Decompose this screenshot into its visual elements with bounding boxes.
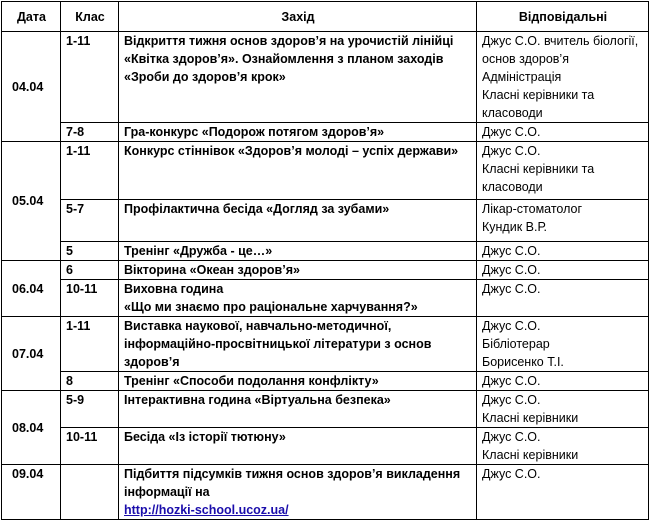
responsible-cell bbox=[477, 317, 649, 372]
table-row bbox=[2, 261, 649, 280]
table-row bbox=[2, 32, 649, 123]
table-row bbox=[2, 465, 649, 520]
header-row bbox=[2, 2, 649, 32]
header-event: Захід bbox=[119, 2, 477, 32]
responsible-line: Бібліотерар bbox=[482, 337, 550, 351]
event-cell: Інтерактивна година «Віртуальна безпека» bbox=[119, 391, 477, 428]
responsible-line: Джус С.О. bbox=[482, 144, 541, 158]
class-cell: 1-11 bbox=[61, 317, 119, 372]
responsible-line: Джус С.О. bbox=[482, 393, 541, 407]
responsible-line: Кундик В.Р. bbox=[482, 220, 547, 234]
responsible-cell: Джус С.О. bbox=[477, 465, 649, 520]
event-line: Виховна година bbox=[124, 282, 224, 296]
responsible-line: Адміністрація bbox=[482, 70, 562, 84]
responsible-line: Джус С.О. bbox=[482, 319, 541, 333]
responsible-line: Джус С.О. вчитель біології, основ здоров’я bbox=[482, 34, 639, 66]
responsible-line: Джус С.О. bbox=[482, 430, 541, 444]
table-row bbox=[2, 317, 649, 372]
table-row bbox=[2, 200, 649, 242]
class-cell: 10-11 bbox=[61, 280, 119, 317]
responsible-line: Класні керівники bbox=[482, 411, 579, 425]
class-cell: 6 bbox=[61, 261, 119, 280]
responsible-line: Лікар-стоматолог bbox=[482, 202, 583, 216]
class-cell: 10-11 bbox=[61, 428, 119, 465]
event-cell: Профілактична бесіда «Догляд за зубами» bbox=[119, 200, 477, 242]
class-cell: 7-8 bbox=[61, 123, 119, 142]
class-cell: 1-11 bbox=[61, 32, 119, 123]
event-cell: Вікторина «Океан здоров’я» bbox=[119, 261, 477, 280]
class-cell: 5-7 bbox=[61, 200, 119, 242]
header-class: Клас bbox=[61, 2, 119, 32]
event-cell: Тренінг «Дружба - це…» bbox=[119, 242, 477, 261]
responsible-cell bbox=[477, 200, 649, 242]
date-cell: 05.04 bbox=[2, 142, 61, 261]
event-cell bbox=[119, 465, 477, 520]
table-row bbox=[2, 428, 649, 465]
table-row bbox=[2, 242, 649, 261]
event-cell: Гра-конкурс «Подорож потягом здоров’я» bbox=[119, 123, 477, 142]
date-cell: 07.04 bbox=[2, 317, 61, 391]
table-row bbox=[2, 123, 649, 142]
responsible-cell: Джус С.О. bbox=[477, 372, 649, 391]
class-cell: 1-11 bbox=[61, 142, 119, 200]
date-cell: 04.04 bbox=[2, 32, 61, 142]
responsible-cell: Джус С.О. bbox=[477, 280, 649, 317]
date-cell: 09.04 bbox=[2, 465, 61, 520]
event-cell: Тренінг «Способи подолання конфлікту» bbox=[119, 372, 477, 391]
responsible-cell: Джус С.О. bbox=[477, 123, 649, 142]
header-responsible: Відповідальні bbox=[477, 2, 649, 32]
class-cell bbox=[61, 465, 119, 520]
responsible-cell: Джус С.О. bbox=[477, 242, 649, 261]
responsible-line: Класні керівники bbox=[482, 448, 579, 462]
table-row bbox=[2, 280, 649, 317]
responsible-line: Класні керівники та класоводи bbox=[482, 88, 595, 120]
class-cell: 8 bbox=[61, 372, 119, 391]
event-cell: Виставка наукової, навчально-методичної, інформаційно-просвітницької літератури з основ здоров’я bbox=[119, 317, 477, 372]
event-cell: Відкриття тижня основ здоров’я на урочистій лінійці «Квітка здоров’я». Ознайомлення з планом заходів «Зроби до здоров’я крок» bbox=[119, 32, 477, 123]
responsible-cell bbox=[477, 391, 649, 428]
responsible-line: Борисенко Т.І. bbox=[482, 355, 564, 369]
date-cell: 06.04 bbox=[2, 261, 61, 317]
event-cell: Бесіда «Із історії тютюну» bbox=[119, 428, 477, 465]
event-schedule-table bbox=[1, 1, 649, 520]
table-row bbox=[2, 372, 649, 391]
responsible-line: Класні керівники та класоводи bbox=[482, 162, 595, 194]
event-line: «Що ми знаємо про раціональне харчування?» bbox=[124, 300, 418, 314]
responsible-cell bbox=[477, 428, 649, 465]
table-row bbox=[2, 142, 649, 200]
event-cell bbox=[119, 280, 477, 317]
date-cell: 08.04 bbox=[2, 391, 61, 465]
event-text: Підбиття підсумків тижня основ здоров’я викладення інформації на bbox=[124, 467, 461, 499]
responsible-cell bbox=[477, 142, 649, 200]
event-cell: Конкурс стіннівок «Здоров’я молоді – успіх держави» bbox=[119, 142, 477, 200]
responsible-cell bbox=[477, 32, 649, 123]
table-row bbox=[2, 391, 649, 428]
class-cell: 5 bbox=[61, 242, 119, 261]
school-website-link[interactable]: http://hozki-school.ucoz.ua/ bbox=[124, 503, 289, 517]
responsible-cell: Джус С.О. bbox=[477, 261, 649, 280]
header-date: Дата bbox=[2, 2, 61, 32]
class-cell: 5-9 bbox=[61, 391, 119, 428]
